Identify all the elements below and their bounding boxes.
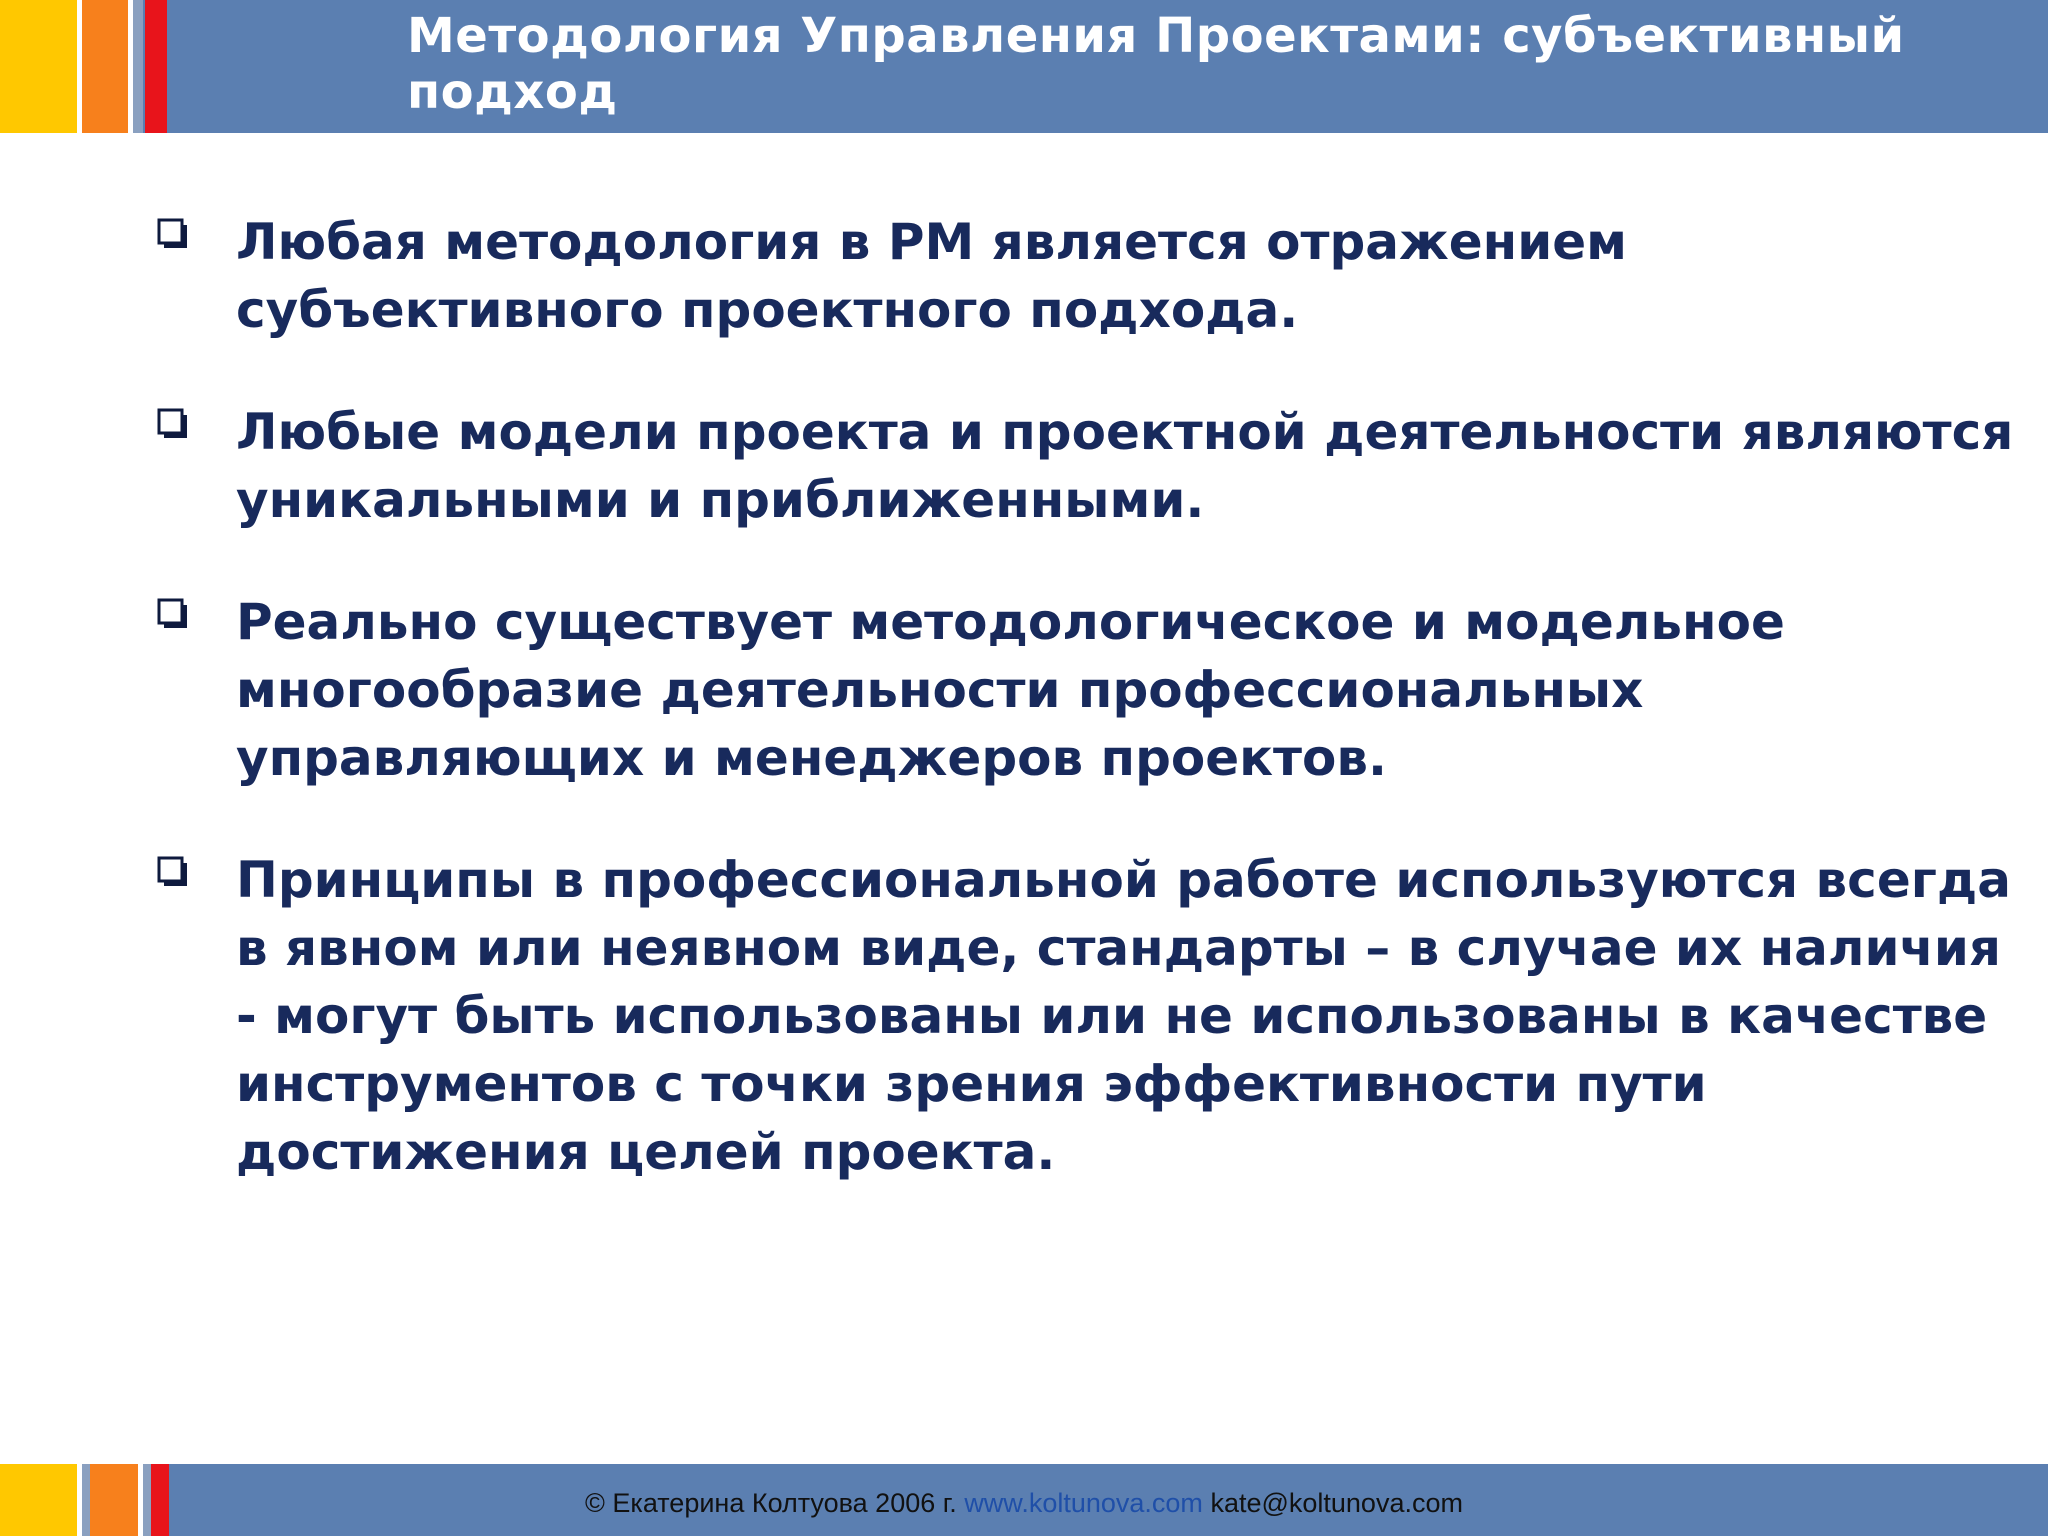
bullet-text: Любая методология в РМ является отражением субъективного проектного подхода. (236, 213, 1628, 339)
checkbox-bullet-icon (157, 598, 189, 630)
bullet-text: Реально существует методологическое и модельное многообразие деятельности профессиональных управляющих и менеджеров проектов. (236, 593, 1785, 787)
checkbox-bullet-icon (157, 218, 189, 250)
accent-stripe-orange (82, 0, 128, 133)
bullet-text: Любые модели проекта и проектной деятельности являются уникальными и приближенными. (236, 403, 2014, 529)
footer-copyright: © Екатерина Колтуова 2006 г. (585, 1488, 957, 1518)
bullet-text: Принципы в профессиональной работе используются всегда в явном или неявном виде, стандарты – в случае их наличия - могут быть использованы или не использованы в качестве инструментов с точки зрения эффективности пути достижения целей проекта. (236, 851, 2011, 1181)
footer-website-link[interactable]: www.koltunova.com (964, 1488, 1203, 1518)
accent-stripe-yellow (0, 0, 77, 133)
checkbox-bullet-icon (157, 408, 189, 440)
header-band (0, 0, 2048, 133)
checkbox-bullet-icon (157, 856, 189, 888)
accent-stripe-gray (133, 0, 143, 133)
footer-credits (0, 1486, 2048, 1520)
footer-email[interactable]: kate@koltunova.com (1210, 1488, 1463, 1518)
accent-stripe-red (145, 0, 167, 133)
slide-title: Методология Управления Проектами: субъективный подход (407, 8, 1905, 120)
